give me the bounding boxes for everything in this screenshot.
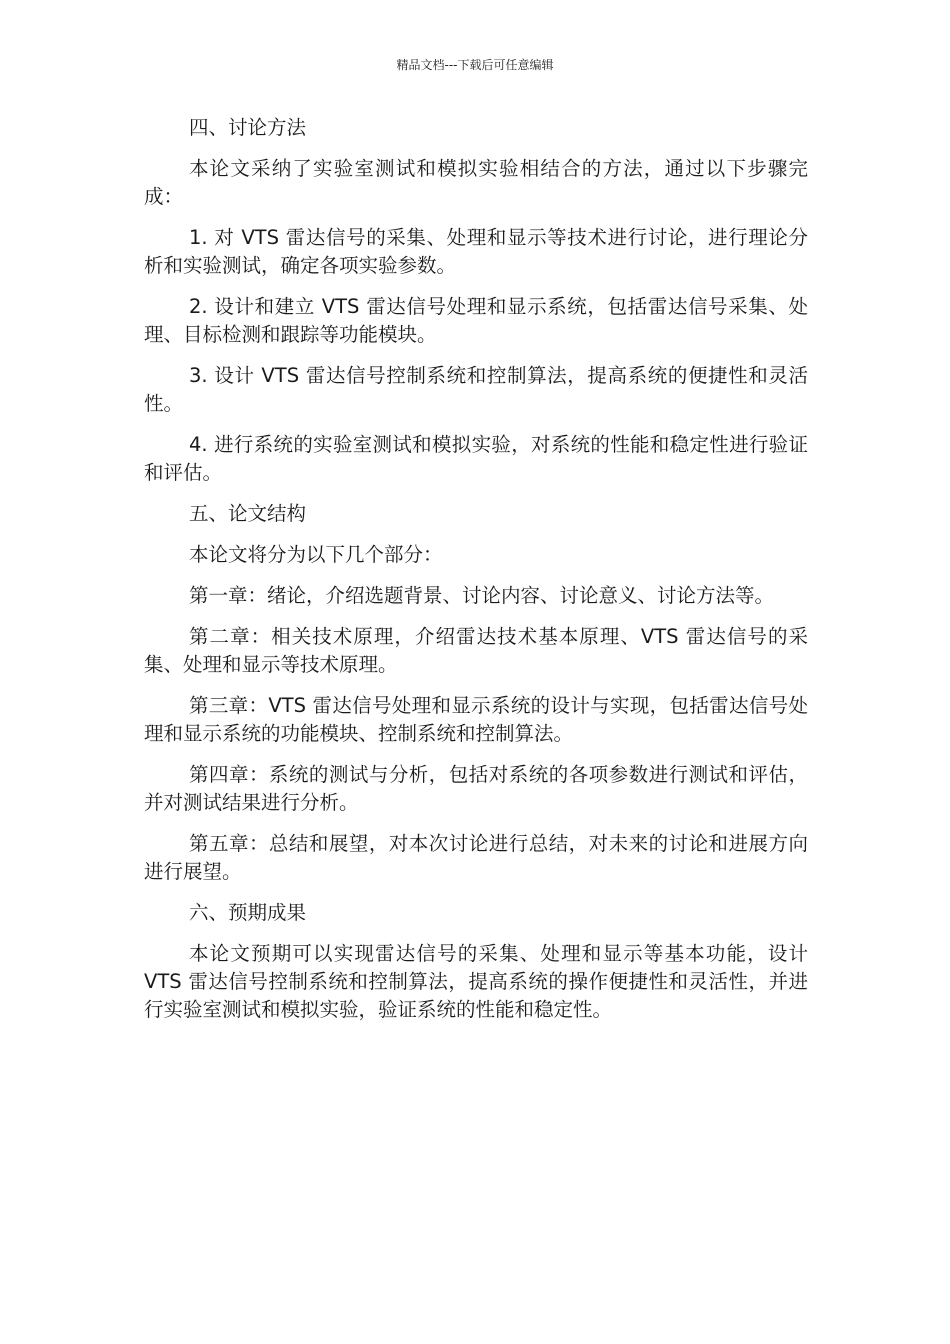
methods-intro-paragraph: 本论文采纳了实验室测试和模拟实验相结合的方法，通过以下步骤完成： <box>144 157 808 208</box>
document-body <box>144 114 808 1037</box>
expected-results-paragraph: 本论文预期可以实现雷达信号的采集、处理和显示等基本功能，设计 VTS 雷达信号控制系统和控制算法，提高系统的操作便捷性和灵活性，并进行实验室测试和模拟实验，验证系统的性能和稳定性。 <box>144 942 808 1021</box>
method-step-4: 4. 进行系统的实验室测试和模拟实验，对系统的性能和稳定性进行验证和评估。 <box>144 433 808 484</box>
section-heading-structure: 五、论文结构 <box>189 502 307 525</box>
chapter-4-paragraph: 第四章：系统的测试与分析，包括对系统的各项参数进行测试和评估，并对测试结果进行分析。 <box>144 763 808 814</box>
chapter-2-paragraph: 第二章：相关技术原理，介绍雷达技术基本原理、VTS 雷达信号的采集、处理和显示等技术原理。 <box>144 625 808 676</box>
section-heading-expected-results: 六、预期成果 <box>189 901 307 924</box>
chapter-1-paragraph: 第一章：绪论，介绍选题背景、讨论内容、讨论意义、讨论方法等。 <box>189 584 775 607</box>
chapter-3-paragraph: 第三章：VTS 雷达信号处理和显示系统的设计与实现，包括雷达信号处理和显示系统的功能模块、控制系统和控制算法。 <box>144 694 808 745</box>
structure-intro-paragraph: 本论文将分为以下几个部分： <box>189 543 443 566</box>
method-step-2: 2. 设计和建立 VTS 雷达信号处理和显示系统，包括雷达信号采集、处理、目标检测和跟踪等功能模块。 <box>144 295 808 346</box>
section-heading-methods: 四、讨论方法 <box>189 116 307 139</box>
page-header: 精品文档---下载后可任意编辑 <box>396 58 554 72</box>
chapter-5-paragraph: 第五章：总结和展望，对本次讨论进行总结，对未来的讨论和进展方向进行展望。 <box>144 832 808 883</box>
method-step-3: 3. 设计 VTS 雷达信号控制系统和控制算法，提高系统的便捷性和灵活性。 <box>144 364 808 415</box>
method-step-1: 1. 对 VTS 雷达信号的采集、处理和显示等技术进行讨论，进行理论分析和实验测试，确定各项实验参数。 <box>144 226 808 277</box>
